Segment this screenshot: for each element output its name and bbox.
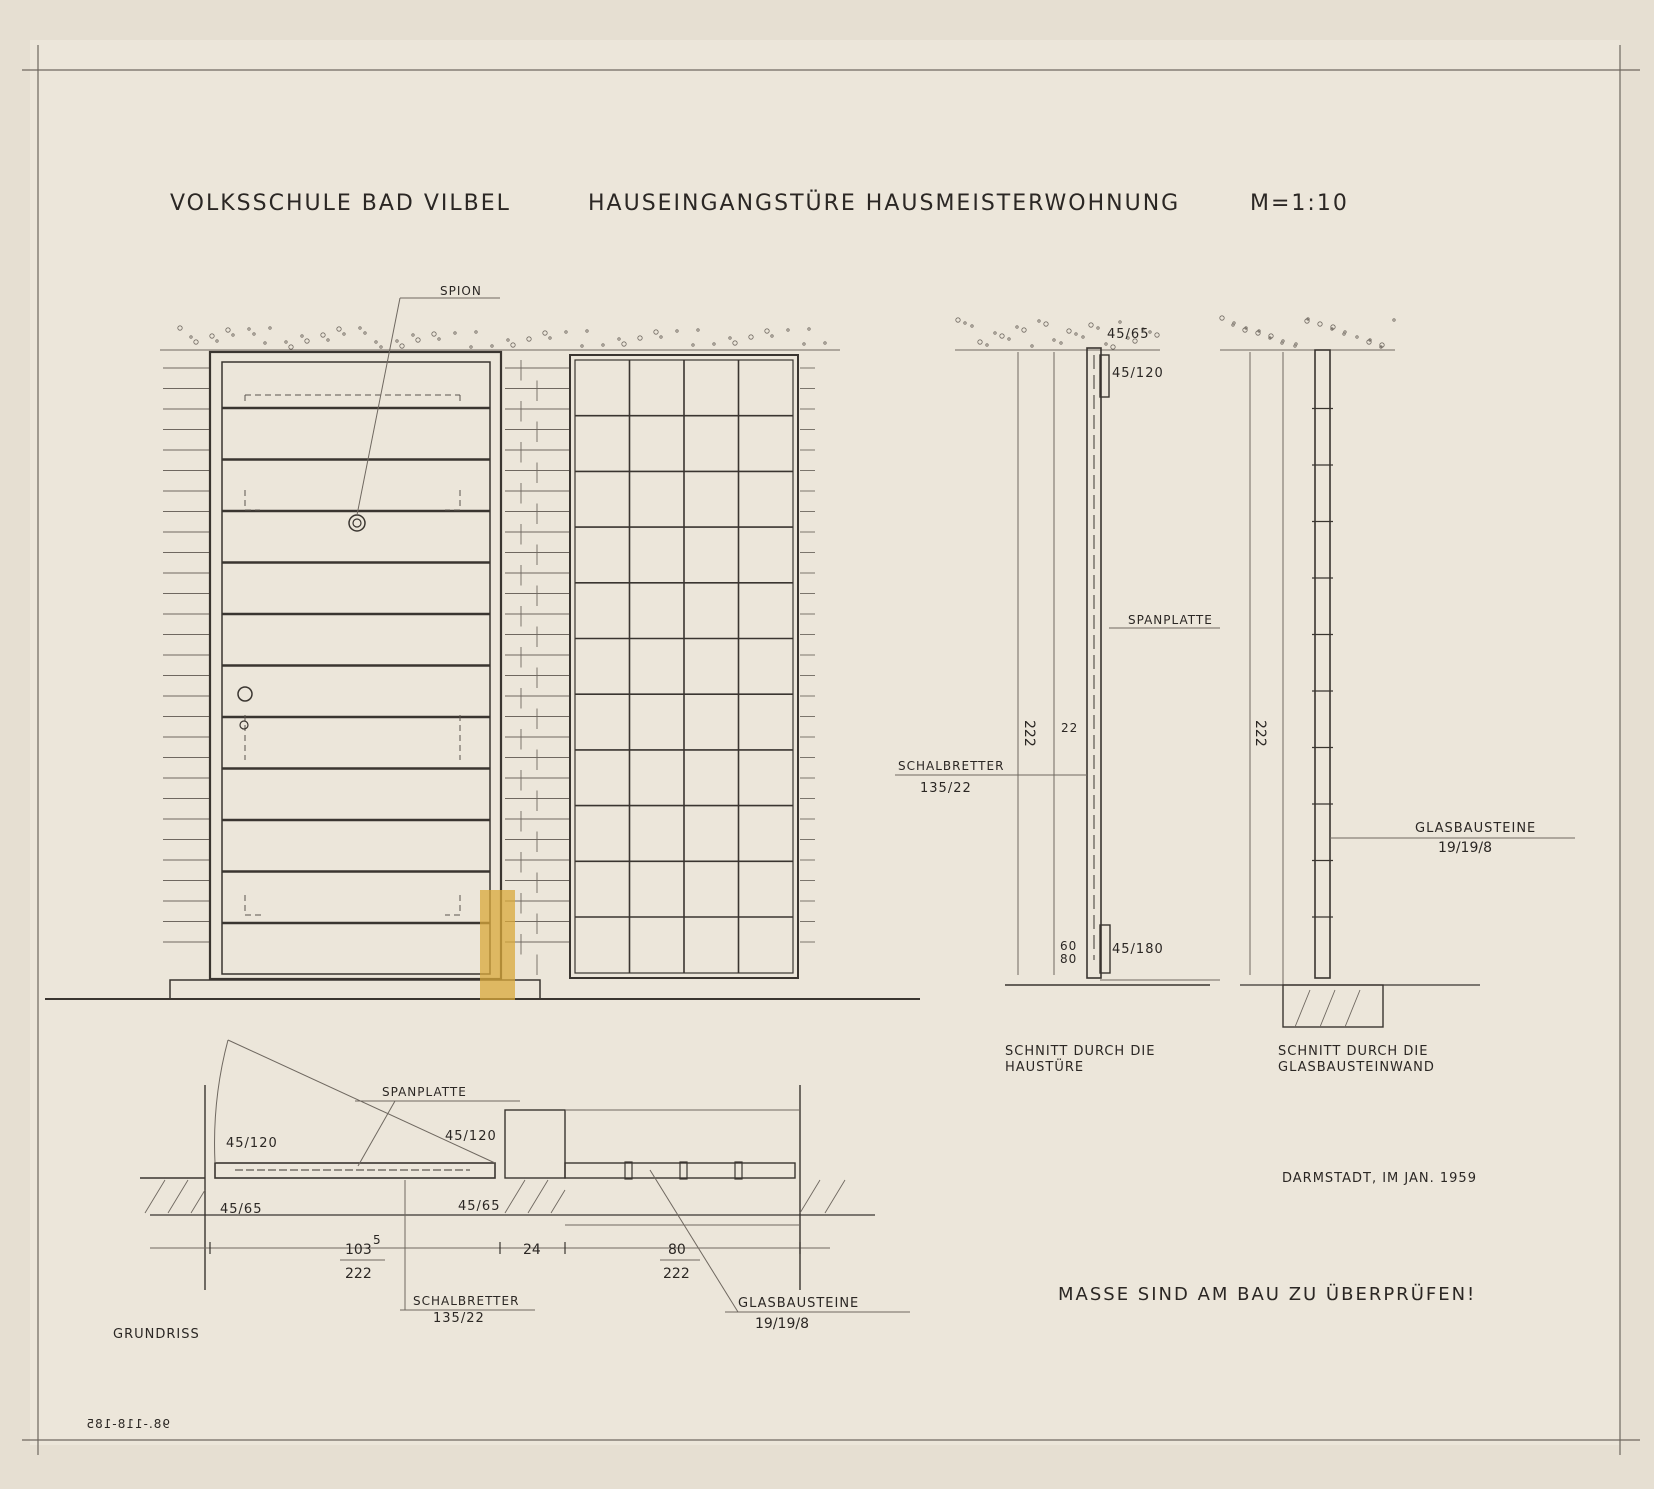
archive-number: 98.-118-185 — [85, 1417, 170, 1431]
label-spion: SPION — [440, 284, 482, 298]
dim-plan-glass-top: 80 — [668, 1242, 686, 1258]
label-section-glasbausteine: GLASBAUSTEINE — [1415, 821, 1537, 836]
caption-door-line1: SCHNITT DURCH DIE — [1005, 1044, 1156, 1059]
dim-section-top: 45/65 — [1107, 327, 1150, 342]
dim-plan-pier: 24 — [523, 1242, 541, 1258]
label-plan-schalbretter: SCHALBRETTER — [413, 1294, 520, 1308]
dim-section-schalbretter: 135/22 — [920, 781, 972, 796]
label-section-spanplatte: SPANPLATTE — [1128, 613, 1213, 627]
label-plan-spanplatte: SPANPLATTE — [382, 1085, 467, 1099]
label-plan-glasbausteine: GLASBAUSTEINE — [738, 1296, 860, 1311]
dim-plan-door-top: 103 — [345, 1242, 372, 1258]
dim-60: 60 — [1060, 939, 1078, 953]
label-section-schalbretter: SCHALBRETTER — [898, 759, 1005, 773]
dim-plan-left-frame: 45/120 — [226, 1136, 278, 1151]
dim-80: 80 — [1060, 952, 1078, 966]
dim-section-bottom: 45/180 — [1112, 942, 1164, 957]
dim-plan-left-small: 45/65 — [220, 1202, 263, 1217]
dim-section-height: 222 — [1021, 720, 1037, 747]
dim-22: 22 — [1061, 721, 1079, 735]
dim-plan-schalbretter: 135/22 — [433, 1311, 485, 1326]
dim-plan-right-small: 45/65 — [458, 1199, 501, 1214]
caption-glass-line2: GLASBAUSTEINWAND — [1278, 1060, 1435, 1075]
title-school: VOLKSSCHULE BAD VILBEL — [170, 191, 511, 216]
title-scale: M=1:10 — [1250, 191, 1349, 216]
dim-section-frame: 45/120 — [1112, 366, 1164, 381]
dim-section-glasbausteine: 19/19/8 — [1438, 840, 1492, 856]
caption-glass-line1: SCHNITT DURCH DIE — [1278, 1044, 1429, 1059]
dim-plan-door-sup: 5 — [373, 1233, 382, 1247]
place-date: DARMSTADT, IM JAN. 1959 — [1282, 1171, 1477, 1186]
drawing-area — [30, 40, 1620, 1445]
caption-door-line2: HAUSTÜRE — [1005, 1060, 1085, 1075]
dim-plan-right-frame: 45/120 — [445, 1129, 497, 1144]
dim-plan-door-bottom: 222 — [345, 1266, 372, 1282]
title-block — [170, 190, 1349, 216]
adhesive-tape — [480, 890, 515, 1000]
title-door: HAUSEINGANGSTÜRE HAUSMEISTERWOHNUNG — [588, 191, 1181, 216]
check-note: MASSE SIND AM BAU ZU ÜBERPRÜFEN! — [1058, 1284, 1477, 1305]
dim-plan-glasbausteine: 19/19/8 — [755, 1316, 809, 1332]
dim-plan-glass-bottom: 222 — [663, 1266, 690, 1282]
label-grundriss: GRUNDRISS — [113, 1327, 200, 1342]
dim-glass-height: 222 — [1252, 720, 1268, 747]
